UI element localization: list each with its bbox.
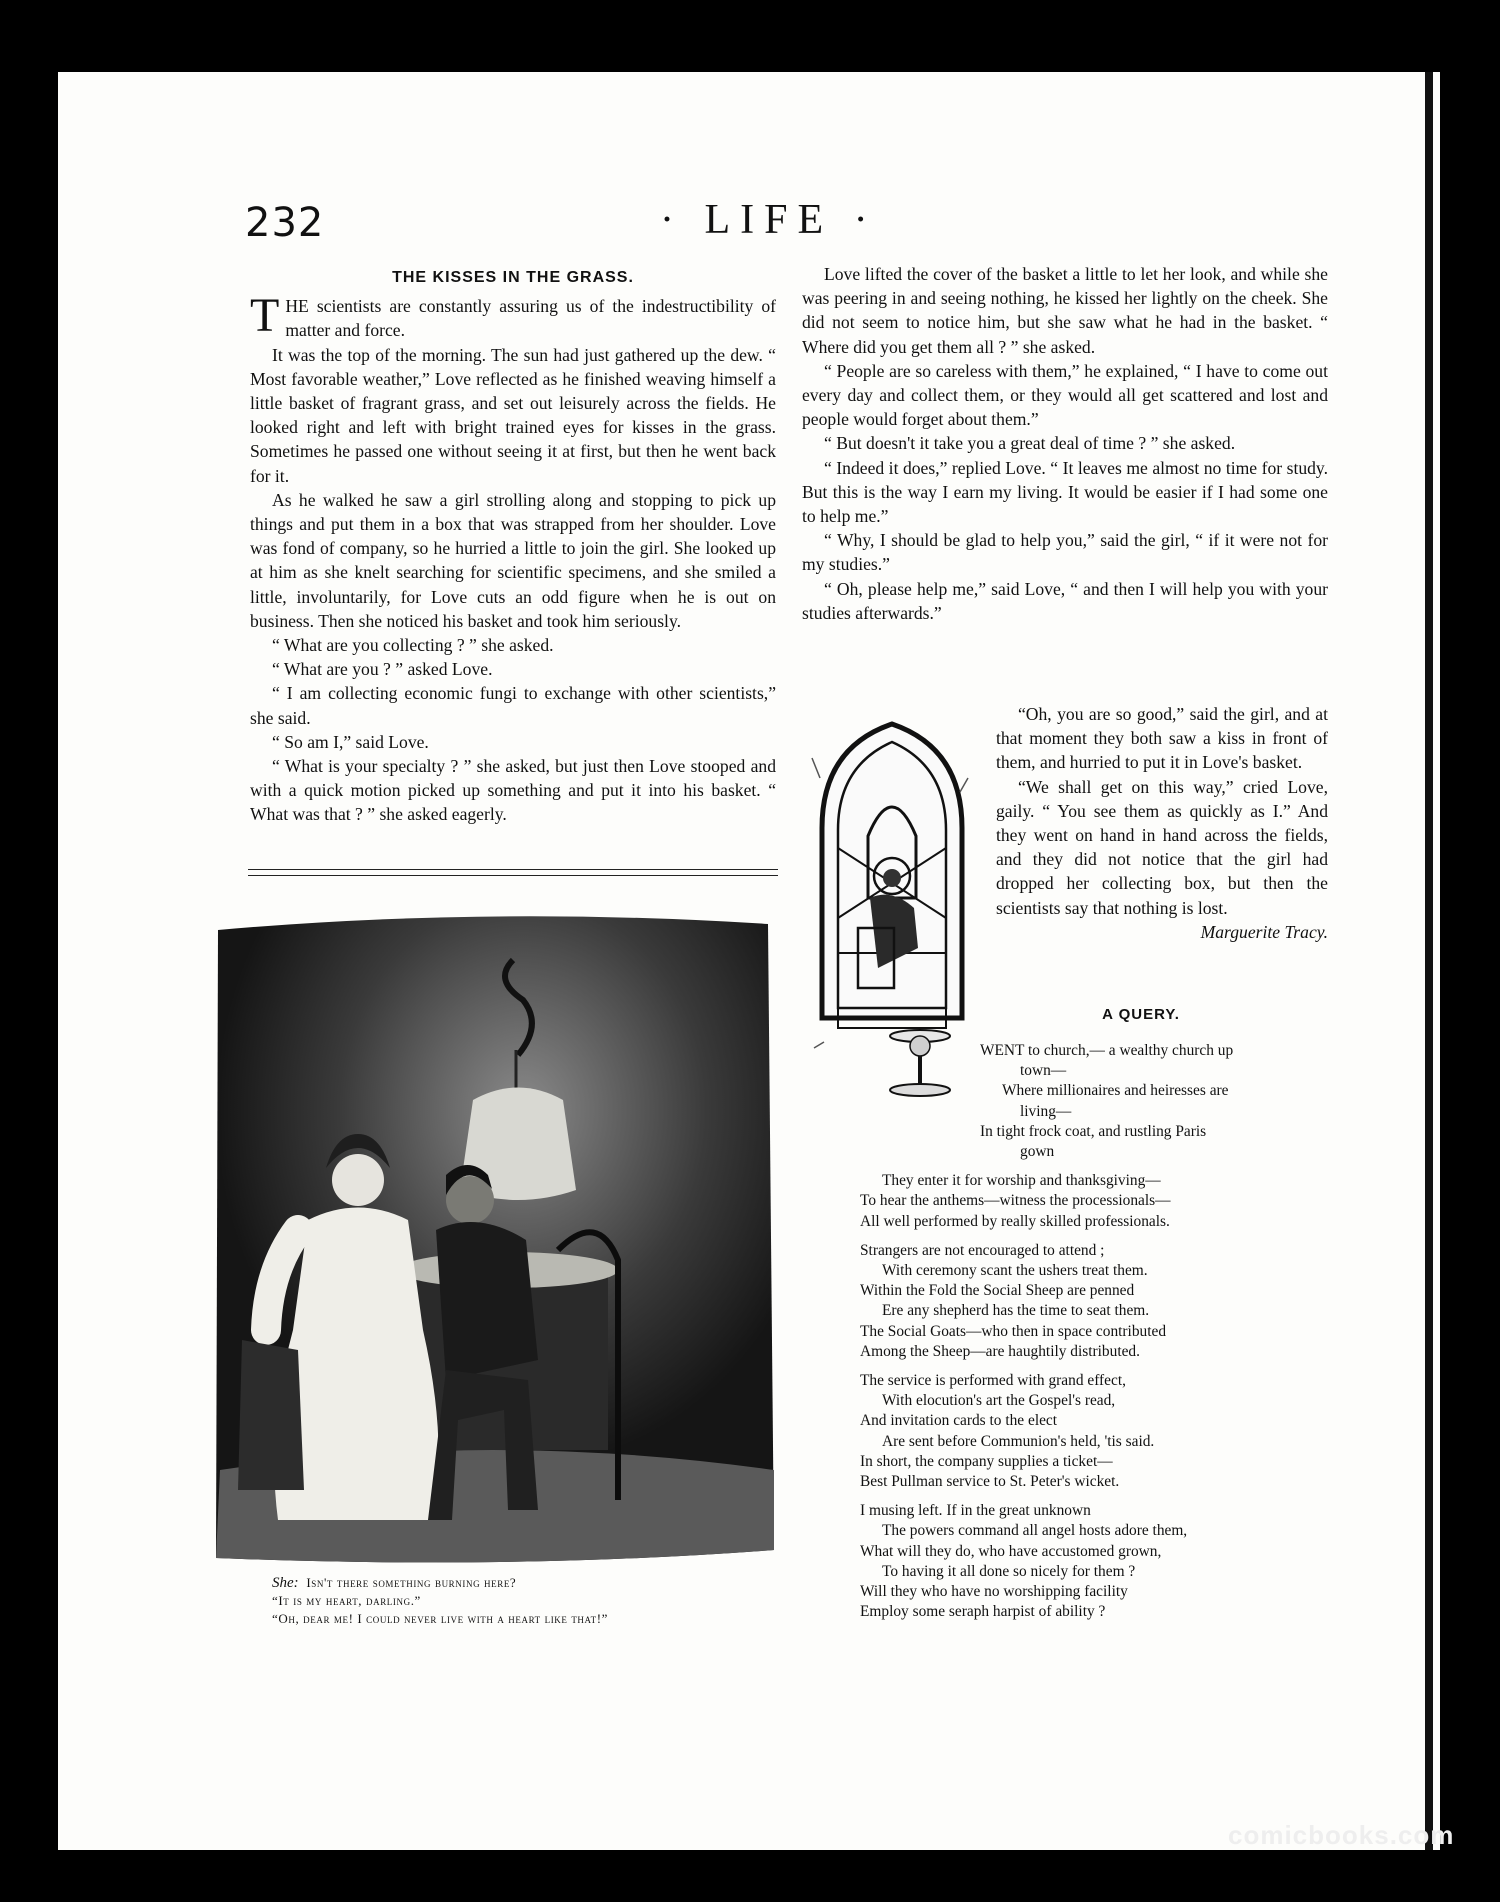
story-paragraph: “Oh, you are so good,” said the girl, and at that moment they both saw a kiss in front of them, and hurried to put it in Love's basket. bbox=[996, 704, 1328, 773]
illustration-caption bbox=[272, 1574, 780, 1628]
poem-line: Will they who have no worshipping facility bbox=[860, 1583, 1128, 1601]
poem-stanza bbox=[860, 1501, 1270, 1622]
story-right-column-wrap bbox=[996, 702, 1328, 944]
story-left-column bbox=[250, 266, 776, 827]
drop-cap: T bbox=[250, 289, 280, 343]
poem-line: Are sent before Communion's held, 'tis said. bbox=[882, 1432, 1155, 1450]
story-paragraph: “ Why, I should be glad to help you,” said the girl, “ if it were not for my studies.” bbox=[802, 530, 1328, 575]
story-right-column bbox=[802, 262, 1328, 625]
poem-stanza bbox=[860, 1371, 1270, 1492]
caption-speaker: She: bbox=[272, 1575, 299, 1591]
poem-line: Best Pullman service to St. Peter's wicket. bbox=[860, 1473, 1120, 1491]
poem-line: Employ some seraph harpist of ability ? bbox=[860, 1603, 1106, 1621]
poem-line: The powers command all angel hosts adore them, bbox=[882, 1522, 1188, 1540]
poem-line: WENT to church,— a wealthy church up bbox=[980, 1042, 1234, 1059]
poem-line: The Social Goats—who then in space contributed bbox=[860, 1322, 1167, 1340]
poem-line: gown bbox=[1020, 1143, 1055, 1161]
poem-line: Where millionaires and heiresses are bbox=[1002, 1082, 1229, 1100]
poem-line: Within the Fold the Social Sheep are penned bbox=[860, 1282, 1135, 1300]
poem-line: living— bbox=[1020, 1102, 1072, 1120]
story-paragraph: “ Indeed it does,” replied Love. “ It leaves me almost no time for study. But this is the way I earn my living. It would be easier if I had some one to help me.” bbox=[802, 457, 1328, 527]
page-number: 232 bbox=[245, 200, 325, 246]
illustration-couple-parlor bbox=[208, 910, 778, 1568]
story-paragraph bbox=[250, 289, 776, 343]
story-paragraph: “ I am collecting economic fungi to exchange with other scientists,” she said. bbox=[250, 683, 776, 728]
poem-line: To having it all done so nicely for them ? bbox=[882, 1562, 1136, 1580]
caption-line: “It is my heart, darling.” bbox=[272, 1593, 421, 1608]
story-title: THE KISSES IN THE GRASS. bbox=[392, 269, 634, 286]
story-paragraph: “ But doesn't it take you a great deal of time ? ” she asked. bbox=[824, 433, 1236, 454]
poem-stanza bbox=[860, 1241, 1270, 1362]
story-paragraph: Love lifted the cover of the basket a little to let her look, and while she was peering in and seeing nothing, he kissed her lightly on the cheek. She did not seem to notice him, but she saw what he had in the basket. “ Where did you get them all ? ” she asked. bbox=[802, 264, 1328, 357]
story-paragraph: As he walked he saw a girl strolling along and stopping to pick up things and put them in a box that was strapped from her shoulder. Love was fond of company, so he hurried a little to join the girl. She looked up at him as she knelt searching for scientific specimens, and she smiled a little, involuntarily, for Love cuts an odd figure when he is out on business. Then she noticed his basket and took him seriously. bbox=[250, 489, 776, 631]
story-paragraph: “ What are you ? ” asked Love. bbox=[272, 659, 493, 680]
poem-line: Among the Sheep—are haughtily distributed. bbox=[860, 1342, 1140, 1360]
story-paragraph: “ So am I,” said Love. bbox=[272, 731, 429, 752]
poem-line: town— bbox=[1020, 1062, 1067, 1080]
poem-line: Ere any shepherd has the time to seat them. bbox=[882, 1302, 1150, 1320]
caption-line: “Oh, dear me! I could never live with a heart like that!” bbox=[272, 1611, 609, 1626]
poem-line: All well performed by really skilled professionals. bbox=[860, 1212, 1170, 1230]
poem-line: I musing left. If in the great unknown bbox=[860, 1502, 1091, 1520]
story-text: HE scientists are constantly assuring us of the indestructibility of matter and force. bbox=[285, 296, 776, 341]
poem-stanza bbox=[860, 1171, 1270, 1232]
poem-a-query bbox=[860, 1006, 1270, 1631]
poem-line: With ceremony scant the ushers treat them. bbox=[882, 1262, 1148, 1280]
story-author: Marguerite Tracy. bbox=[1200, 921, 1328, 942]
story-paragraph: “ People are so careless with them,” he explained, “ I have to come out every day and collect them, or they would all get scattered and lost and people would forget about them.” bbox=[802, 360, 1328, 430]
poem-line: With elocution's art the Gospel's read, bbox=[882, 1392, 1116, 1410]
poem-line: And invitation cards to the elect bbox=[860, 1412, 1058, 1430]
page-binding-edge bbox=[1425, 72, 1433, 1850]
story-paragraph: “We shall get on this way,” cried Love, gaily. “ You see them as quickly as I.” And they went on hand in hand across the fields, and they did not notice that the girl had dropped her collecting box, but then the scientists say that nothing is lost. bbox=[996, 776, 1328, 918]
double-rule-divider bbox=[248, 869, 778, 876]
caption-line: Isn't there something burning here? bbox=[306, 1575, 517, 1590]
poem-line: The service is performed with grand effect, bbox=[860, 1372, 1126, 1390]
story-paragraph: It was the top of the morning. The sun had just gathered up the dew. “ Most favorable weather,” Love reflected as he finished weaving himself a little basket of fragrant grass, and set out leisurely across the fields. He looked right and left with bright trained eyes for kisses in the grass. Sometimes he passed one without seeing it at first, but then he went back for it. bbox=[250, 344, 776, 486]
watermark-text: comicbooks.com bbox=[1228, 1820, 1455, 1850]
poem-line: To hear the anthems—witness the processionals— bbox=[860, 1192, 1171, 1210]
poem-line: They enter it for worship and thanksgiving— bbox=[882, 1172, 1161, 1190]
poem-intro-stanza bbox=[860, 1041, 1270, 1162]
story-paragraph: “ Oh, please help me,” said Love, “ and then I will help you with your studies afterwards.” bbox=[802, 578, 1328, 623]
poem-line: In tight frock coat, and rustling Paris bbox=[980, 1122, 1207, 1140]
story-paragraph: “ What is your specialty ? ” she asked, but just then Love stooped and with a quick motion picked up something and put it into his basket. “ What was that ? ” she asked eagerly. bbox=[250, 756, 776, 825]
masthead-title: · LIFE · bbox=[660, 197, 878, 243]
story-paragraph: “ What are you collecting ? ” she asked. bbox=[272, 635, 554, 656]
poem-line: Strangers are not encouraged to attend ; bbox=[860, 1241, 1105, 1259]
poem-line: In short, the company supplies a ticket— bbox=[860, 1452, 1113, 1470]
poem-title: A QUERY. bbox=[1102, 1006, 1180, 1023]
poem-line: What will they do, who have accustomed grown, bbox=[860, 1542, 1162, 1560]
